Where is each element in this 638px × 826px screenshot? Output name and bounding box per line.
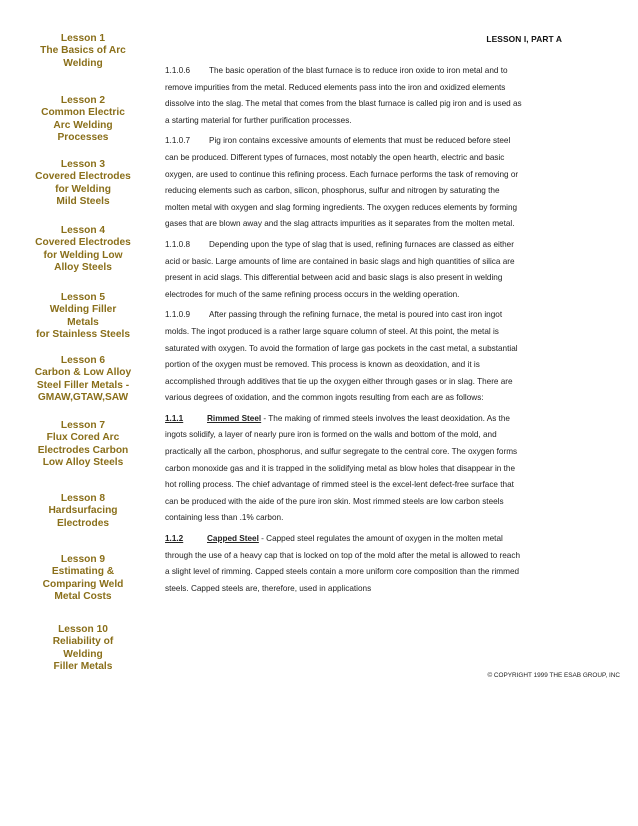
paragraph <box>165 531 525 597</box>
nav-lesson-2-line: Lesson 2 <box>60 95 106 106</box>
nav-lesson-6-line: GMAW,GTAW,SAW <box>37 392 129 404</box>
nav-lesson-10[interactable] <box>34 624 132 674</box>
nav-lesson-4-line: Alloy Steels <box>54 262 112 274</box>
nav-lesson-6-line: Carbon & Low Alloy <box>34 367 132 379</box>
paragraph-number: 1.1.0.7 <box>165 136 191 146</box>
nav-lesson-9-line: Lesson 9 <box>60 554 106 565</box>
nav-lesson-5-line: Lesson 5 <box>60 292 106 303</box>
nav-lesson-1-line: The Basics of Arc <box>40 45 126 57</box>
paragraph <box>165 133 525 233</box>
nav-lesson-3-line: for Welding <box>55 183 111 195</box>
paragraph-number: 1.1.0.8 <box>165 239 191 249</box>
lesson-content <box>165 63 525 601</box>
nav-lesson-10-line: Reliability of Welding <box>52 636 114 660</box>
nav-lesson-2-line: Arc Welding <box>53 119 113 131</box>
nav-lesson-7-line: Electrodes Carbon <box>37 444 129 456</box>
paragraph-number: 1.1.0.6 <box>165 66 191 75</box>
nav-lesson-1[interactable] <box>34 33 132 70</box>
section-number: 1.1.2 <box>165 534 184 544</box>
nav-lesson-5-line: Welding Filler Metals <box>49 304 117 328</box>
nav-lesson-8-line: Hardsurfacing <box>48 505 118 517</box>
paragraph-text: Pig iron contains excessive amounts of elements that must be reduced before steel can be produced. Different types of furnaces, most notably the open hearth, electric and basic oxygen, are used to continue this refining process. Each furnace performs the task of removing or reducing elements such as carbon, silicon, phosphorus, sulfur and nitrogen by saturating the molten metal with oxygen and slag forming ingredients. The oxygen reduces elements by forming gases that are blown away and the slag attracts impurities as it separates from the molten metal. <box>165 136 519 229</box>
nav-lesson-8-line: Lesson 8 <box>60 493 106 504</box>
lesson-header: LESSON I, PART A <box>486 34 562 44</box>
nav-lesson-5-line: for Stainless Steels <box>36 329 130 341</box>
nav-lesson-2-line: Processes <box>57 132 109 144</box>
nav-lesson-3-line: Mild Steels <box>56 196 110 208</box>
nav-lesson-6[interactable] <box>34 355 132 405</box>
paragraph <box>165 411 525 527</box>
paragraph-number: 1.1.0.9 <box>165 310 191 320</box>
nav-lesson-6-line: Lesson 6 <box>60 355 106 366</box>
nav-lesson-9-line: Comparing Weld <box>42 578 124 590</box>
nav-lesson-5[interactable] <box>34 292 132 342</box>
nav-lesson-7-line: Low Alloy Steels <box>42 457 124 469</box>
nav-lesson-7[interactable] <box>34 420 132 470</box>
nav-lesson-7-line: Flux Cored Arc <box>46 432 120 444</box>
nav-lesson-8[interactable] <box>34 493 132 530</box>
nav-lesson-4-line: Covered Electrodes <box>35 237 131 249</box>
nav-lesson-1-line: Welding <box>63 57 103 69</box>
nav-lesson-2-line: Common Electric <box>41 107 125 119</box>
nav-lesson-3[interactable] <box>34 159 132 209</box>
paragraph <box>165 63 525 129</box>
paragraph <box>165 307 525 407</box>
copyright-notice: © COPYRIGHT 1999 THE ESAB GROUP, INC <box>487 672 620 679</box>
nav-lesson-4[interactable] <box>34 225 132 275</box>
nav-lesson-1-line: Lesson 1 <box>60 33 106 44</box>
nav-lesson-3-line: Covered Electrodes <box>35 171 131 183</box>
nav-lesson-2[interactable] <box>34 95 132 145</box>
nav-lesson-4-line: for Welding Low <box>43 249 123 261</box>
nav-lesson-7-line: Lesson 7 <box>60 420 106 431</box>
paragraph-text: - Capped steel regulates the amount of oxygen in the molten metal through the use of a heavy cap that is locked on top of the mold after the metal is allowed to reach a slight level of rimming. Capped steels contain a more uniform core composition than the rimmed steels. Capped steels are, therefore, used in applications <box>165 534 521 593</box>
paragraph-text: After passing through the refining furnace, the metal is poured into cast iron ingot molds. The ingot produced is a rather large square column of steel. At this point, the metal is saturated with oxygen. To avoid the formation of large gas pockets in the cast metal, a substantial portion of the oxygen must be removed. This process is known as deoxidation, and it is accomplished through additives that tie up the oxygen either through gases or in slag. There are various degrees of oxidation, and the common ingots resulting from each are as follows: <box>165 310 518 403</box>
nav-lesson-9[interactable] <box>34 554 132 604</box>
nav-lesson-8-line: Electrodes <box>56 517 110 529</box>
paragraph <box>165 237 525 303</box>
nav-lesson-10-line: Filler Metals <box>53 661 113 673</box>
nav-lesson-4-line: Lesson 4 <box>60 225 106 236</box>
nav-lesson-10-line: Lesson 10 <box>58 624 108 635</box>
section-number: 1.1.1 <box>165 413 184 423</box>
paragraph-text: The basic operation of the blast furnace is to reduce iron oxide to iron metal and to remove impurities from the metal. Reduced elements pass into the iron and oxidized elements dissolve into the slag. The metal that comes from the blast furnace is called pig iron and is used as a starting material for further purification processes. <box>165 66 522 125</box>
nav-lesson-3-line: Lesson 3 <box>60 159 106 170</box>
nav-lesson-6-line: Steel Filler Metals - <box>36 379 130 391</box>
paragraph-text: - The making of rimmed steels involves the least deoxidation. As the ingots solidify, a layer of nearly pure iron is formed on the walls and bottom of the mold, and practically all the carbon, phosphorus, and sulfur segregate to the central core. The oxygen forms carbon monoxide gas and it is trapped in the solidifying metal as blow holes that disappear in the hot rolling process. The chief advantage of rimmed steel is the excel-lent defect-free surface that can be produced with the aide of the pure iron skin. Most rimmed steels are low carbon steels containing less than .1% carbon. <box>165 413 518 523</box>
paragraph-text: Depending upon the type of slag that is used, refining furnaces are classed as either acid or basic. Large amounts of lime are contained in basic slags and high quantities of silica are present in acid slags. This differential between acid and basic slags is also present in welding electrodes for much of the same refining process occurs in the welding operation. <box>165 239 515 299</box>
nav-lesson-9-line: Metal Costs <box>54 591 112 603</box>
nav-lesson-9-line: Estimating & <box>51 566 115 578</box>
section-heading: Capped Steel <box>207 534 259 544</box>
section-heading: Rimmed Steel <box>207 413 262 423</box>
